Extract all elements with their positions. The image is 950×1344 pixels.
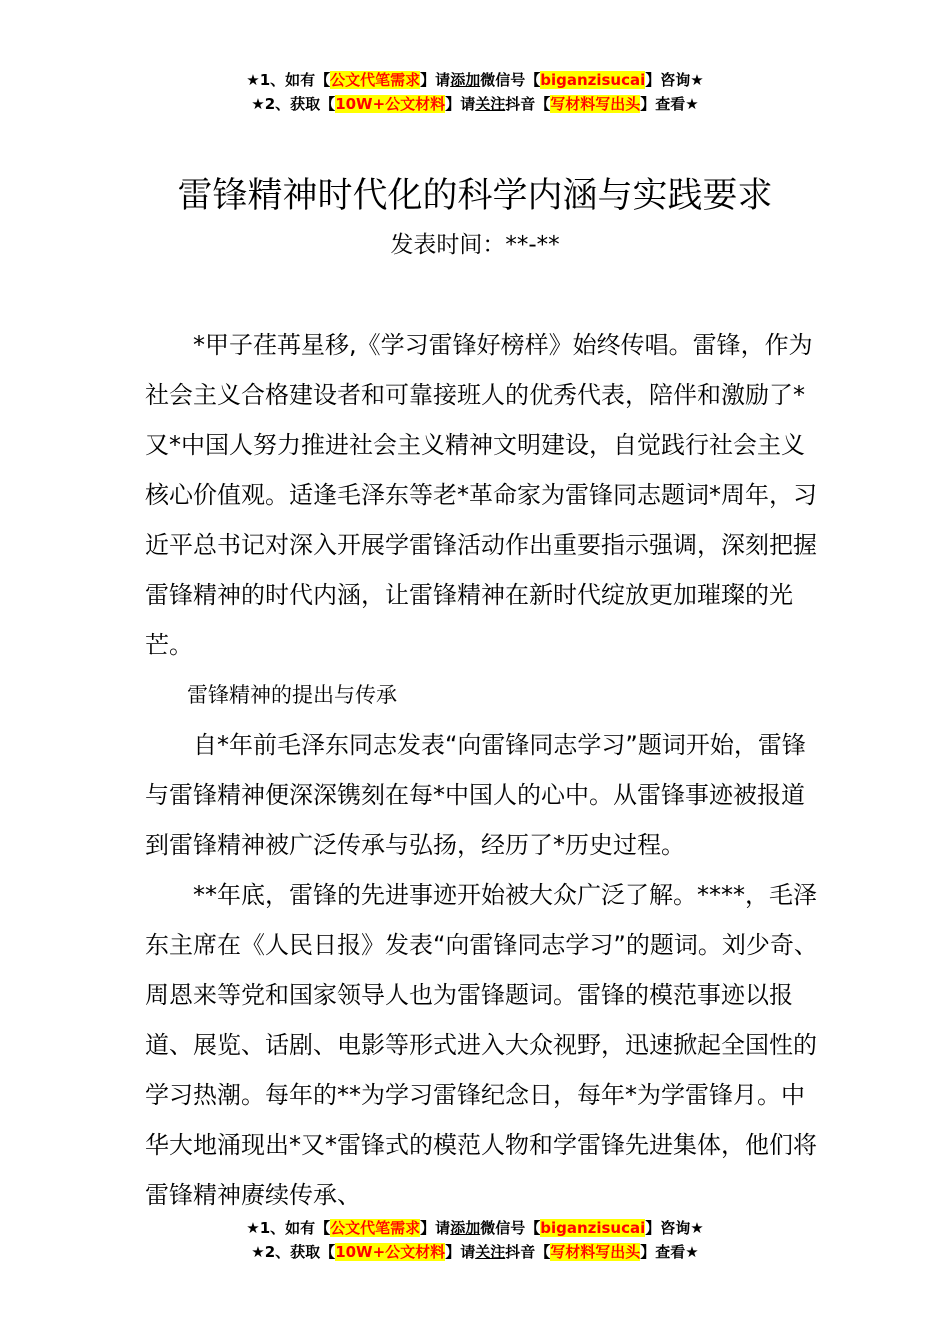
promo-banner-top [0,68,950,116]
publish-time: 发表时间：**-** [390,232,560,258]
promo-text: ★1、如有【 [246,1219,331,1237]
promo-line-1 [0,1216,950,1240]
promo-line-2 [0,1240,950,1264]
promo-line-1 [0,68,950,92]
promo-highlight: 写材料写出头 [550,95,641,113]
promo-highlight: biganzisucai [540,71,646,89]
promo-text: 抖音【 [505,1243,551,1261]
promo-underline: 添加 [450,1219,481,1237]
promo-text: 】请 [420,71,451,89]
promo-highlight: 公文代笔需求 [330,1219,421,1237]
promo-text: 】咨询★ [645,1219,704,1237]
section-heading: 雷锋精神的提出与传承 [187,683,397,707]
paragraph: **年底，雷锋的先进事迹开始被大众广泛了解。****，毛泽东主席在《人民日报》发表“向雷锋同志学习”的题词。刘少奇、周恩来等党和国家领导人也为雷锋题词。雷锋的模范事迹以报道、展览、话剧、电影等形式进入大众视野，迅速掀起全国性的学习热潮。每年的**为学习雷锋纪念日，每年*为学雷锋月。中华大地涌现出*又*雷锋式的模范人物和学雷锋先进集体，他们将雷锋精神赓续传承、 [145,881,818,1209]
promo-banner-bottom [0,1216,950,1264]
promo-highlight: 10W+公文材料 [335,1243,446,1261]
promo-text: ★2、获取【 [251,1243,336,1261]
promo-highlight: biganzisucai [540,1219,646,1237]
promo-text: 】请 [420,1219,451,1237]
promo-underline: 添加 [450,71,481,89]
promo-text: 微信号【 [480,1219,541,1237]
promo-highlight: 公文代笔需求 [330,71,421,89]
document-title: 雷锋精神时代化的科学内涵与实践要求 [177,176,773,216]
promo-text: ★2、获取【 [251,95,336,113]
promo-text: ★1、如有【 [246,71,331,89]
paragraph: 自*年前毛泽东同志发表“向雷锋同志学习”题词开始，雷锋与雷锋精神便深深镌刻在每*中国人的心中。从雷锋事迹被报道到雷锋精神被广泛传承与弘扬，经历了*历史过程。 [145,731,806,859]
promo-underline: 关注 [475,1243,506,1261]
promo-line-2 [0,92,950,116]
promo-text: 】查看★ [640,1243,699,1261]
paragraph: *甲子荏苒星移,《学习雷锋好榜样》始终传唱。雷锋，作为社会主义合格建设者和可靠接班人的优秀代表，陪伴和激励了*又*中国人努力推进社会主义精神文明建设，自觉践行社会主义核心价值观。适逢毛泽东等老*革命家为雷锋同志题词*周年，习近平总书记对深入开展学雷锋活动作出重要指示强调，深刻把握雷锋精神的时代内涵，让雷锋精神在新时代绽放更加璀璨的光芒。 [145,331,817,659]
promo-text: 】查看★ [640,95,699,113]
promo-text: 】咨询★ [645,71,704,89]
promo-highlight: 写材料写出头 [550,1243,641,1261]
promo-underline: 关注 [475,95,506,113]
promo-text: 】请 [445,95,476,113]
promo-text: 微信号【 [480,71,541,89]
promo-highlight: 10W+公文材料 [335,95,446,113]
promo-text: 抖音【 [505,95,551,113]
promo-text: 】请 [445,1243,476,1261]
document-body [145,320,825,1220]
